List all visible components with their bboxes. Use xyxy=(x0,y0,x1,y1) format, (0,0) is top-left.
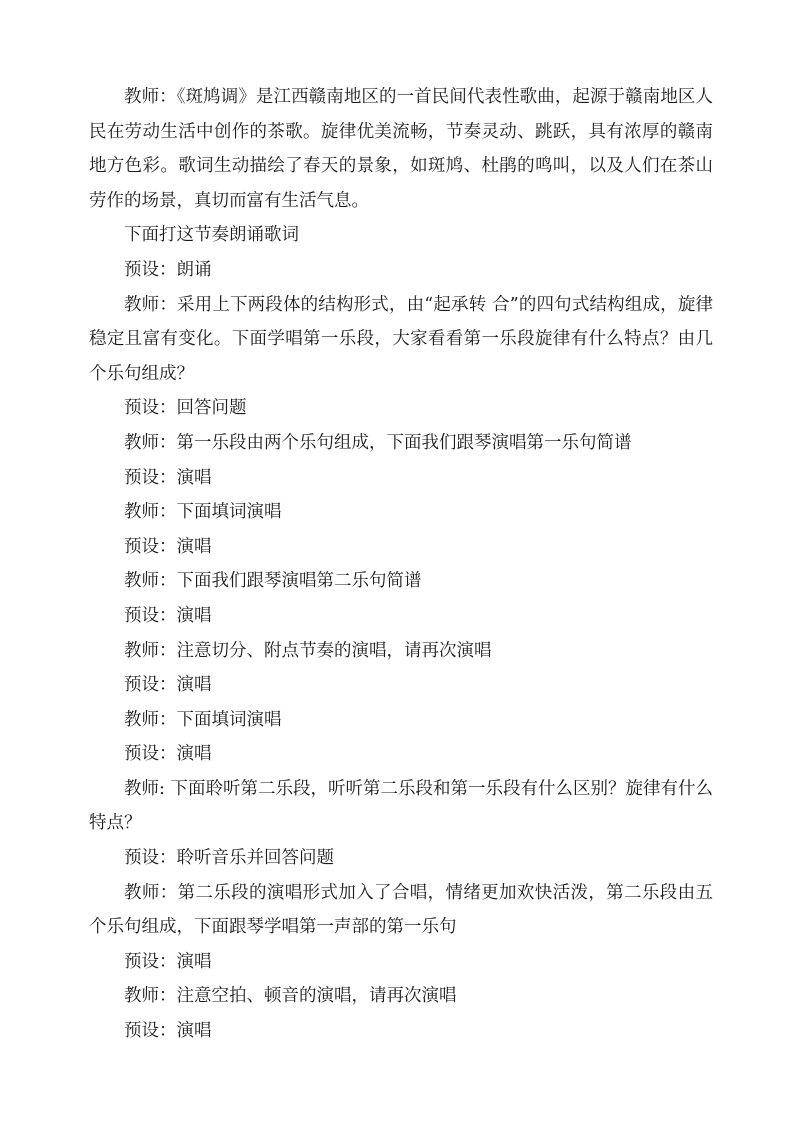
paragraph-expected-sing-2: 预设：演唱 xyxy=(124,536,212,557)
paragraph-listen-second-section: 教师: 下面聆听第二乐段，听听第二乐段和第一乐段有什么区别？旋律有什么特点？ xyxy=(89,778,713,834)
paragraph-lyrics-2: 教师：下面填词演唱 xyxy=(124,709,282,730)
paragraph-expected-sing-7: 预设：演唱 xyxy=(124,1021,212,1042)
paragraph-expected-sing-5: 预设：演唱 xyxy=(124,744,212,765)
paragraph-expected-sing-3: 预设：演唱 xyxy=(124,605,212,626)
paragraph-expected-sing-4: 预设：演唱 xyxy=(124,675,212,696)
paragraph-expected-sing-1: 预设：演唱 xyxy=(124,467,212,488)
paragraph-expected-answer: 预设：回答问题 xyxy=(124,398,247,419)
paragraph-expected-sing-6: 预设：演唱 xyxy=(124,951,212,972)
paragraph-expected-listen: 预设：聆听音乐并回答问题 xyxy=(124,848,334,869)
paragraph-intro: 教师：《斑鸠调》是江西赣南地区的一首民间代表性歌曲，起源于赣南地区人民在劳动生活中创作的茶歌。旋律优美流畅，节奏灵动、跳跃，具有浓厚的赣南地方色彩。歌词生动描绘了春天的景象，如斑鸠、杜鹃的鸣叫，以及人们在茶山劳作的场景，真切而富有生活气息。 xyxy=(89,87,713,211)
paragraph-rest-staccato: 教师：注意空拍、顿音的演唱，请再次演唱 xyxy=(124,986,457,1007)
paragraph-second-section: 教师：第二乐段的演唱形式加入了合唱，情绪更加欢快活泼，第二乐段由五个乐句组成，下面跟琴学唱第一声部的第一乐句 xyxy=(89,882,713,938)
paragraph-second-phrase: 教师：下面我们跟琴演唱第二乐句简谱 xyxy=(124,571,422,592)
paragraph-first-phrase: 教师：第一乐段由两个乐句组成，下面我们跟琴演唱第一乐句简谱 xyxy=(124,432,632,453)
paragraph-recite-instruction: 下面打这节奏朗诵歌词 xyxy=(124,225,299,246)
lesson-transcript xyxy=(89,80,713,1049)
paragraph-lyrics-1: 教师：下面填词演唱 xyxy=(124,502,282,523)
paragraph-structure: 教师：采用上下两段体的结构形式，由“起承转 合”的四句式结构组成，旋律稳定且富有变化。下面学唱第一乐段，大家看看第一乐段旋律有什么特点？由几个乐句组成？ xyxy=(89,294,713,384)
paragraph-syncopation: 教师：注意切分、附点节奏的演唱，请再次演唱 xyxy=(124,640,492,661)
paragraph-expected-recite: 预设：朗诵 xyxy=(124,259,212,280)
